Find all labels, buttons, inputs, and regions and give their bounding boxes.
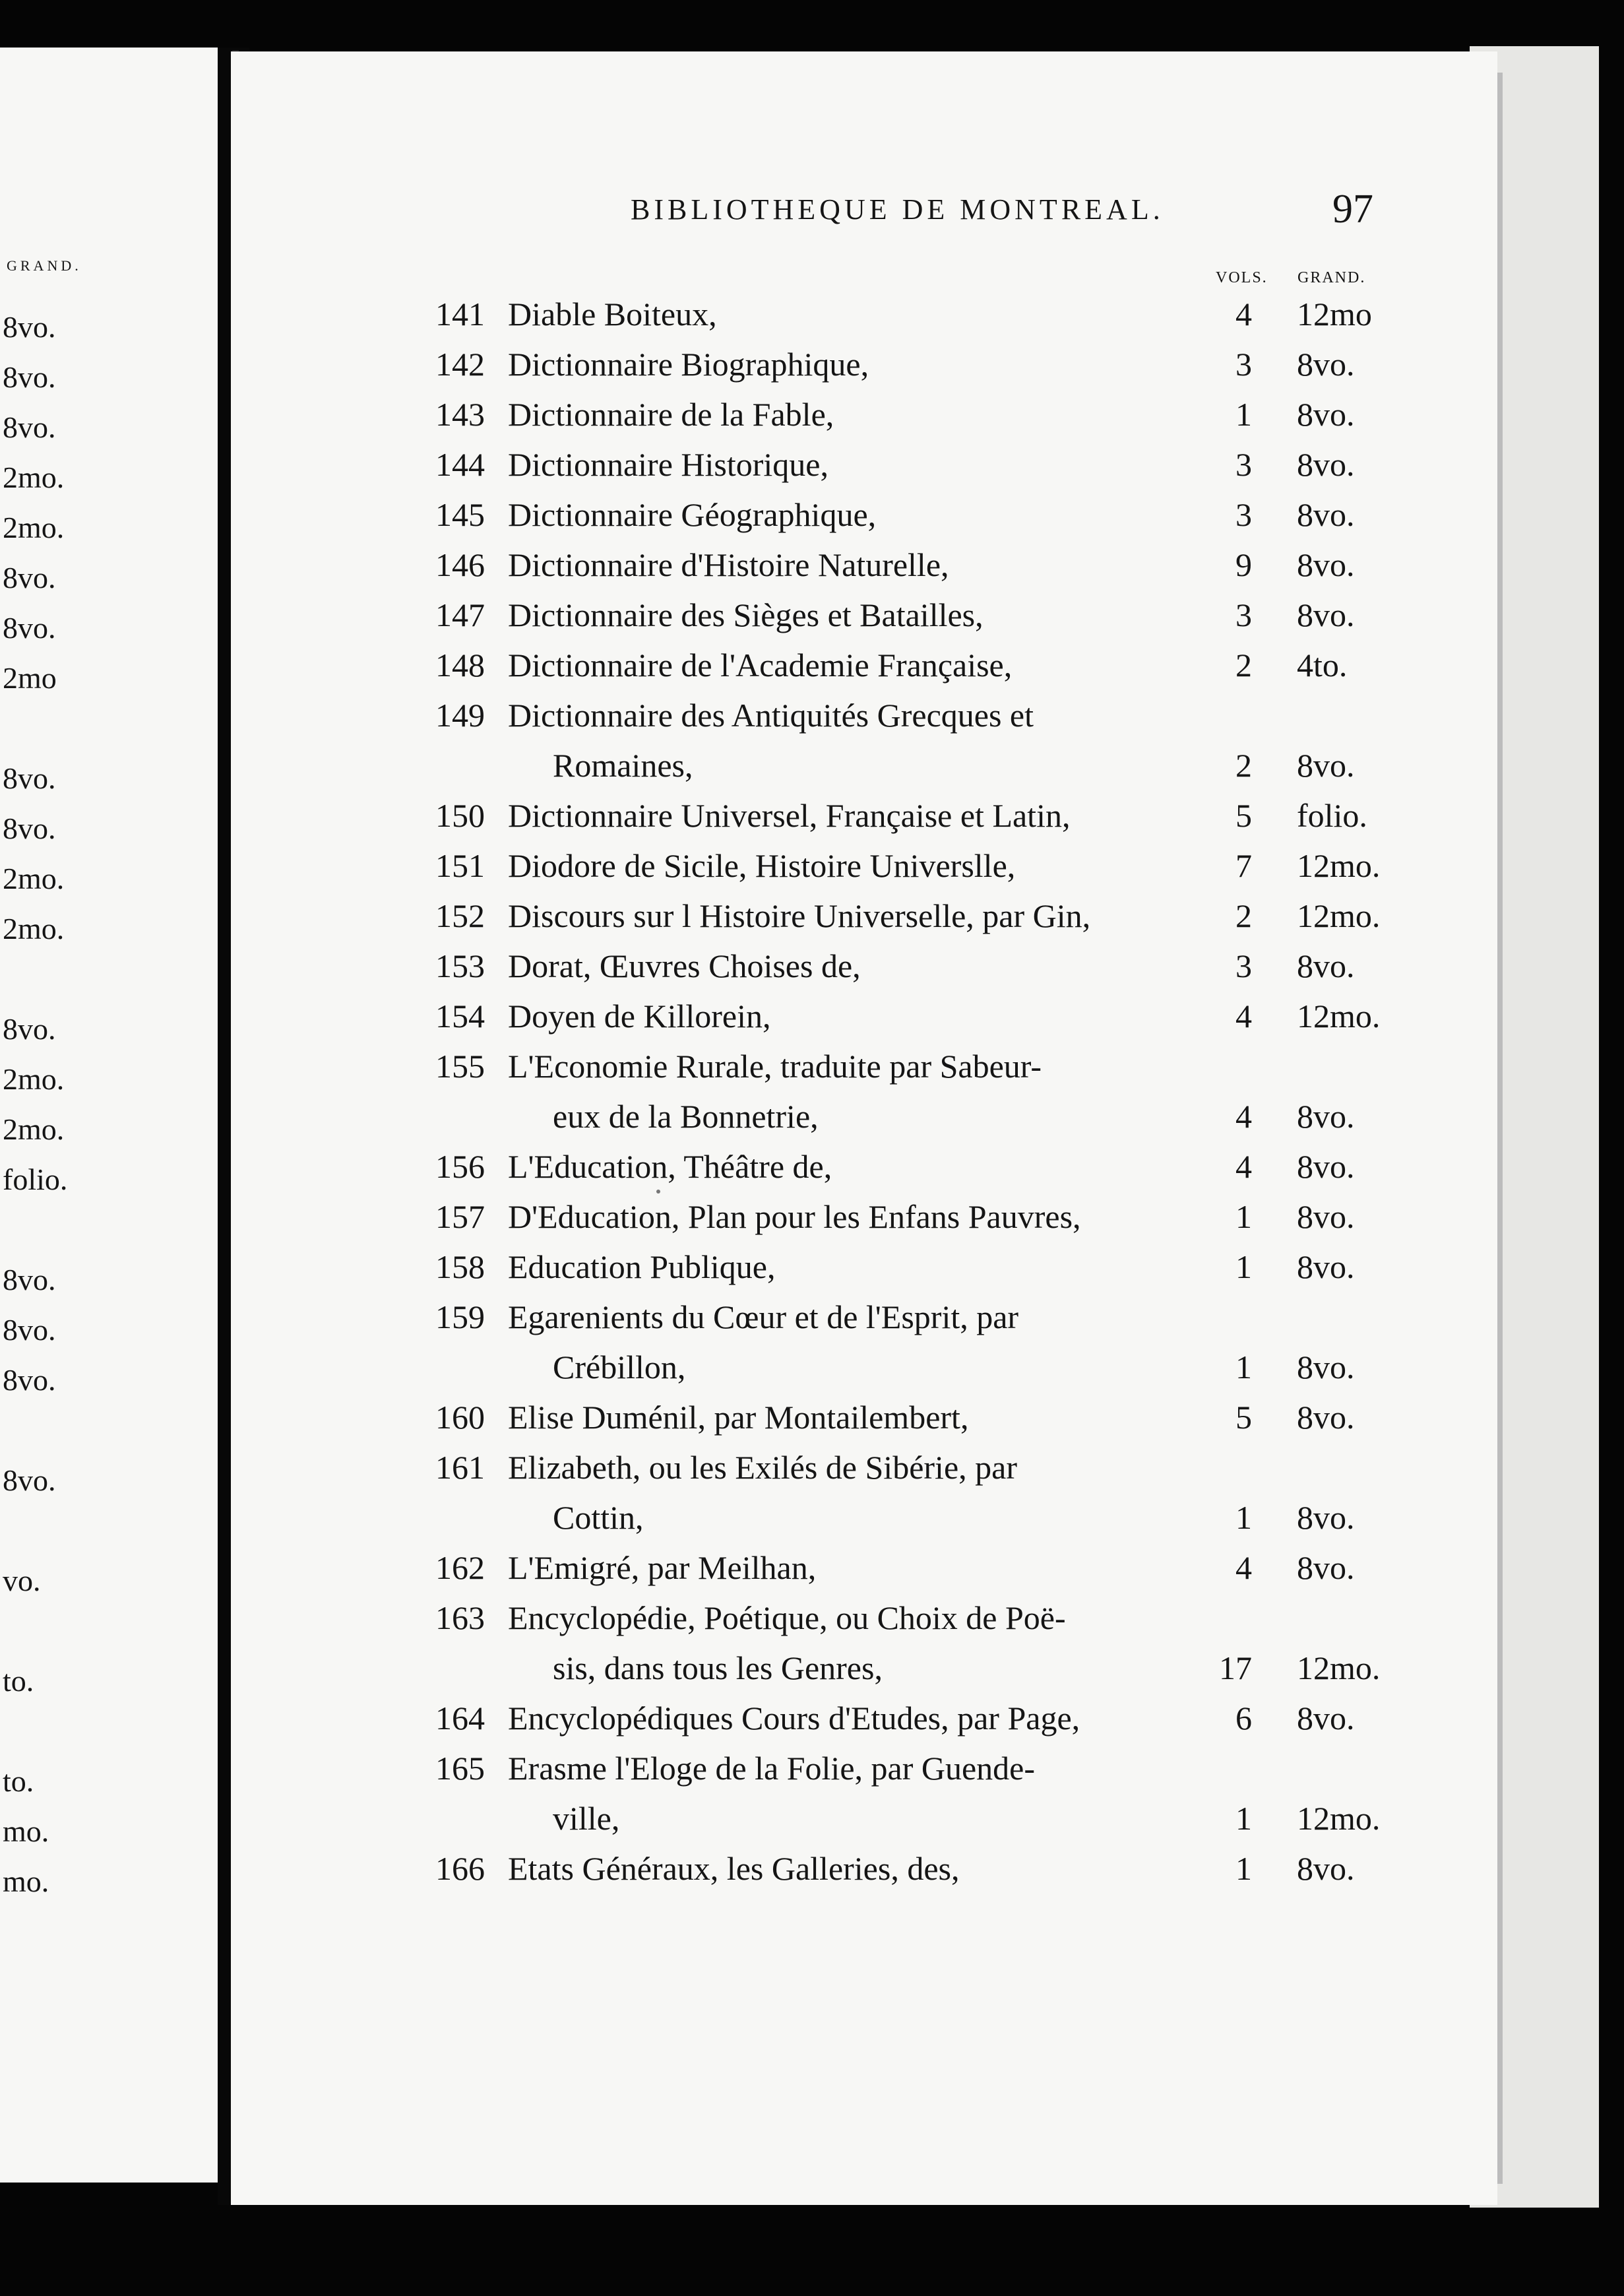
entry-title: Elise Duménil, par Montailembert,	[508, 1399, 969, 1436]
entry-number: 147	[435, 596, 485, 633]
entry-number: 142	[435, 346, 485, 383]
entry-title: Egarenients du Cœur et de l'Esprit, par	[508, 1298, 1019, 1335]
entry-format: 8vo.	[1297, 947, 1355, 984]
catalog-entry	[231, 439, 1497, 490]
catalog-entry	[231, 1141, 1497, 1192]
entry-title: Education Publique,	[508, 1248, 776, 1285]
entry-number: 155	[435, 1048, 485, 1085]
left-page-entry: 2mo.	[3, 1062, 65, 1096]
entry-format: 8vo.	[1297, 1850, 1355, 1887]
entry-title: D'Education, Plan pour les Enfans Pauvres,	[508, 1198, 1081, 1235]
entry-volumes: 3	[1235, 596, 1252, 633]
volumes-column-header: VOLS.	[1216, 269, 1268, 286]
catalog-entry	[231, 891, 1497, 941]
entry-number: 166	[435, 1850, 485, 1887]
entry-number: 164	[435, 1700, 485, 1737]
entry-title: Dictionnaire Biographique,	[508, 346, 869, 383]
entry-format: 8vo.	[1297, 1700, 1355, 1737]
entry-title: Dictionnaire Géographique,	[508, 496, 877, 533]
left-page-header: GRAND.	[7, 257, 82, 274]
entry-title: Diable Boiteux,	[508, 296, 717, 333]
catalog-entry	[231, 339, 1497, 389]
entry-format: 8vo.	[1297, 1098, 1355, 1135]
entry-format: 8vo.	[1297, 396, 1355, 433]
entry-volumes: 4	[1235, 1098, 1252, 1135]
catalog-entry	[231, 841, 1497, 891]
page-number: 97	[1332, 187, 1373, 232]
entry-number: 149	[435, 697, 485, 734]
entry-title-continuation: ville,	[553, 1800, 620, 1837]
catalog-entry	[231, 590, 1497, 640]
entry-volumes: 9	[1235, 546, 1252, 583]
entry-format: 8vo.	[1297, 346, 1355, 383]
entry-format: 8vo.	[1297, 1349, 1355, 1386]
catalog-entry	[231, 1843, 1497, 1894]
left-page-entry: 8vo.	[3, 1263, 56, 1296]
entry-number: 141	[435, 296, 485, 333]
entry-volumes: 4	[1235, 998, 1252, 1035]
left-page-entry: 8vo.	[3, 1363, 56, 1397]
entry-number: 145	[435, 496, 485, 533]
entry-volumes: 3	[1235, 446, 1252, 483]
entry-title: Encyclopédiques Cours d'Etudes, par Page,	[508, 1700, 1080, 1737]
entry-format: 8vo.	[1297, 496, 1355, 533]
catalog-entry	[231, 640, 1497, 690]
entry-volumes: 4	[1235, 1148, 1252, 1185]
entry-volumes: 1	[1235, 1800, 1252, 1837]
left-page-entry: 2mo.	[3, 862, 65, 895]
entry-number: 156	[435, 1148, 485, 1185]
entry-title: Encyclopédie, Poétique, ou Choix de Poë-	[508, 1599, 1066, 1636]
entry-format: 12mo.	[1297, 847, 1381, 884]
catalog-entry	[231, 389, 1497, 439]
entry-number: 146	[435, 546, 485, 583]
entry-title: Dictionnaire Historique,	[508, 446, 828, 483]
entry-number: 152	[435, 897, 485, 934]
left-page-entry: to.	[3, 1664, 34, 1698]
entry-format: 8vo.	[1297, 546, 1355, 583]
left-page-entry: folio.	[3, 1163, 68, 1196]
entry-title: L'Economie Rurale, traduite par Sabeur-	[508, 1048, 1042, 1085]
catalog-entry	[231, 1041, 1497, 1091]
entry-format: 12mo.	[1297, 1800, 1381, 1837]
catalog-entry	[231, 1543, 1497, 1593]
catalog-entry-continuation	[231, 1091, 1497, 1141]
catalog-entry-continuation	[231, 1643, 1497, 1693]
left-page-entry: 8vo.	[3, 360, 56, 394]
entry-title: Elizabeth, ou les Exilés de Sibérie, par	[508, 1449, 1017, 1486]
entry-volumes: 6	[1235, 1700, 1252, 1737]
catalog-entry	[231, 490, 1497, 540]
entry-volumes: 3	[1235, 346, 1252, 383]
entry-volumes: 2	[1235, 647, 1252, 684]
running-title: BIBLIOTHEQUE DE MONTREAL.	[631, 193, 1164, 226]
entry-number: 144	[435, 446, 485, 483]
right-page	[231, 51, 1497, 2205]
entry-number: 158	[435, 1248, 485, 1285]
entry-format: 8vo.	[1297, 446, 1355, 483]
entry-title: Dictionnaire des Antiquités Grecques et	[508, 697, 1034, 734]
catalog-entry	[231, 941, 1497, 991]
entry-title: Doyen de Killorein,	[508, 998, 771, 1035]
entry-volumes: 1	[1235, 396, 1252, 433]
catalog-entry	[231, 991, 1497, 1041]
left-page-column	[0, 48, 198, 2183]
catalog-entry-continuation	[231, 1793, 1497, 1843]
left-page-entry: 2mo.	[3, 511, 65, 544]
entry-number: 154	[435, 998, 485, 1035]
entry-title-continuation: eux de la Bonnetrie,	[553, 1098, 819, 1135]
entry-volumes: 4	[1235, 296, 1252, 333]
left-page-entry: 8vo.	[3, 611, 56, 645]
catalog-entry	[231, 1442, 1497, 1492]
entry-volumes: 7	[1235, 847, 1252, 884]
entry-volumes: 1	[1235, 1850, 1252, 1887]
entry-title: Dictionnaire Universel, Française et Latin,	[508, 797, 1071, 834]
catalog-list	[231, 51, 1497, 2205]
entry-number: 151	[435, 847, 485, 884]
catalog-entry	[231, 1242, 1497, 1292]
entry-number: 162	[435, 1549, 485, 1586]
entry-number: 159	[435, 1298, 485, 1335]
catalog-entry-continuation	[231, 740, 1497, 790]
entry-title: L'Emigré, par Meilhan,	[508, 1549, 817, 1586]
left-page-entry: 2mo.	[3, 461, 65, 494]
catalog-entry	[231, 790, 1497, 841]
entry-volumes: 1	[1235, 1349, 1252, 1386]
entry-format: 8vo.	[1297, 1148, 1355, 1185]
entry-volumes: 1	[1235, 1248, 1252, 1285]
catalog-entry	[231, 690, 1497, 740]
entry-number: 163	[435, 1599, 485, 1636]
entry-title: Dorat, Œuvres Choises de,	[508, 947, 861, 984]
entry-format: 12mo.	[1297, 998, 1381, 1035]
left-page-entry: 2mo	[3, 661, 57, 695]
left-page-entry: 2mo.	[3, 912, 65, 945]
entry-volumes: 17	[1219, 1649, 1252, 1686]
catalog-entry	[231, 540, 1497, 590]
entry-volumes: 4	[1235, 1549, 1252, 1586]
entry-number: 153	[435, 947, 485, 984]
entry-volumes: 3	[1235, 947, 1252, 984]
entry-format: 8vo.	[1297, 747, 1355, 784]
catalog-entry	[231, 1743, 1497, 1793]
catalog-entry	[231, 1292, 1497, 1342]
entry-volumes: 2	[1235, 897, 1252, 934]
left-page-entry: 8vo.	[3, 761, 56, 795]
catalog-entry	[231, 1593, 1497, 1643]
entry-format: 12mo	[1297, 296, 1372, 333]
entry-volumes: 2	[1235, 747, 1252, 784]
left-page-entry: mo.	[3, 1814, 49, 1848]
entry-format: 12mo.	[1297, 1649, 1381, 1686]
entry-title-continuation: Cottin,	[553, 1499, 644, 1536]
entry-title-continuation: sis, dans tous les Genres,	[553, 1649, 883, 1686]
entry-title: Dictionnaire des Sièges et Batailles,	[508, 596, 984, 633]
page-stack-shadow	[1497, 73, 1503, 2184]
entry-number: 161	[435, 1449, 485, 1486]
entry-number: 143	[435, 396, 485, 433]
entry-title: Erasme l'Eloge de la Folie, par Guende-	[508, 1750, 1035, 1787]
left-page-entry: vo.	[3, 1564, 41, 1597]
entry-format: 8vo.	[1297, 1198, 1355, 1235]
catalog-entry-continuation	[231, 1492, 1497, 1543]
entry-number: 157	[435, 1198, 485, 1235]
paper-speck	[656, 1190, 660, 1194]
left-page-entry: 8vo.	[3, 310, 56, 344]
entry-volumes: 1	[1235, 1198, 1252, 1235]
entry-volumes: 5	[1235, 797, 1252, 834]
entry-format: 8vo.	[1297, 1399, 1355, 1436]
entry-title: Discours sur l Histoire Universelle, par Gin,	[508, 897, 1091, 934]
left-page-entry: 8vo.	[3, 1012, 56, 1046]
entry-format: 8vo.	[1297, 596, 1355, 633]
entry-title: Dictionnaire de l'Academie Française,	[508, 647, 1013, 684]
left-page-entry: 8vo.	[3, 1463, 56, 1497]
entry-format: 4to.	[1297, 647, 1348, 684]
left-page-entry: 8vo.	[3, 1313, 56, 1347]
left-page	[0, 48, 218, 2183]
entry-number: 160	[435, 1399, 485, 1436]
left-page-entry: mo.	[3, 1865, 49, 1898]
catalog-entry	[231, 1693, 1497, 1743]
entry-format: folio.	[1297, 797, 1367, 834]
entry-title: Dictionnaire d'Histoire Naturelle,	[508, 546, 949, 583]
entry-number: 150	[435, 797, 485, 834]
entry-title: Diodore de Sicile, Histoire Universlle,	[508, 847, 1016, 884]
entry-title: L'Education, Théâtre de,	[508, 1148, 832, 1185]
entry-format: 8vo.	[1297, 1499, 1355, 1536]
entry-volumes: 3	[1235, 496, 1252, 533]
entry-title: Etats Généraux, les Galleries, des,	[508, 1850, 960, 1887]
catalog-entry	[231, 1192, 1497, 1242]
left-page-entry: 8vo.	[3, 410, 56, 444]
catalog-entry-continuation	[231, 1342, 1497, 1392]
left-page-entry: 8vo.	[3, 812, 56, 845]
entry-volumes: 5	[1235, 1399, 1252, 1436]
left-page-entry: to.	[3, 1764, 34, 1798]
entry-format: 8vo.	[1297, 1549, 1355, 1586]
entry-number: 165	[435, 1750, 485, 1787]
catalog-entry	[231, 289, 1497, 339]
entry-number: 148	[435, 647, 485, 684]
entry-format: 8vo.	[1297, 1248, 1355, 1285]
format-column-header: GRAND.	[1297, 269, 1366, 286]
entry-title: Dictionnaire de la Fable,	[508, 396, 834, 433]
left-page-entry: 8vo.	[3, 561, 56, 594]
catalog-entry	[231, 1392, 1497, 1442]
entry-volumes: 1	[1235, 1499, 1252, 1536]
entry-title-continuation: Crébillon,	[553, 1349, 686, 1386]
entry-title-continuation: Romaines,	[553, 747, 693, 784]
entry-format: 12mo.	[1297, 897, 1381, 934]
left-page-entry: 2mo.	[3, 1112, 65, 1146]
